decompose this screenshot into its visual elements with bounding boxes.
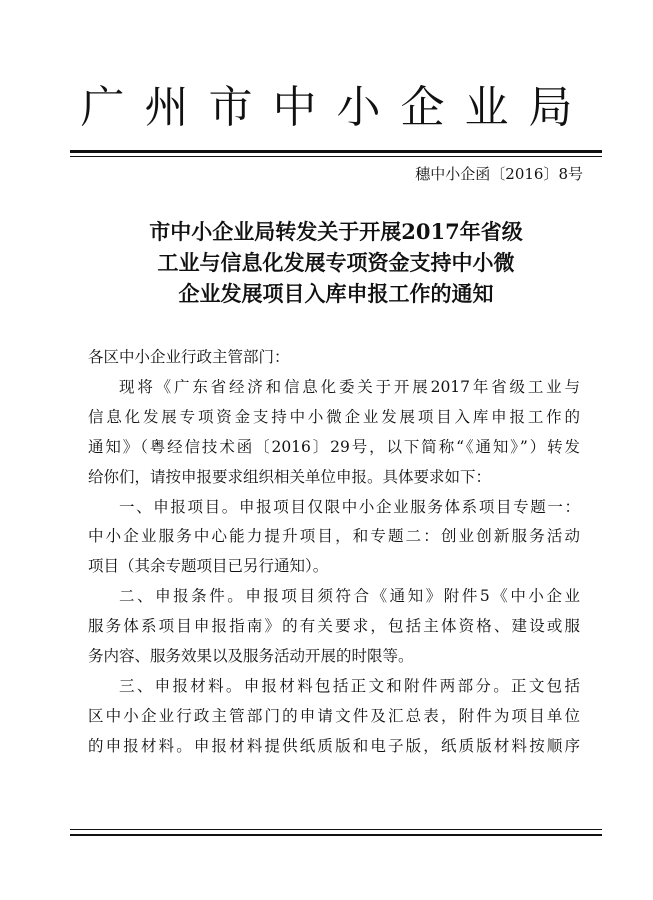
notice-title (70, 216, 602, 309)
body-line: 通知》（粤经信技术函〔2016〕29号，以下简称“《通知》”）转发 (88, 437, 580, 456)
body-line: 三、申报材料。申报材料包括正文和附件两部分。正文包括 (119, 676, 580, 695)
footer-rule-thin (70, 829, 602, 830)
body-line: 项目（其余专题项目已另行通知）。 (88, 557, 329, 576)
document-number: 穗中小企函〔2016〕8号 (415, 165, 583, 183)
body-line: 信息化发展专项资金支持中小微企业发展项目入库申报工作的 (88, 407, 580, 426)
body-line: 区中小企业行政主管部门的申请文件及汇总表，附件为项目单位 (88, 706, 580, 725)
body-line: 服务体系项目申报指南》的有关要求，包括主体资格、建设或服 (88, 617, 580, 636)
notice-title-line: 市中小企业局转发关于开展2017年省级 (149, 219, 523, 244)
body-line: 中小企业服务中心能力提升项目，和专题二：创业创新服务活动 (88, 527, 580, 546)
body-line: 一、申报项目。申报项目仅限中小企业服务体系项目专题一： (119, 497, 580, 516)
salutation: 各区中小企业行政主管部门： (88, 348, 290, 366)
notice-body (88, 343, 580, 762)
notice-title-line: 企业发展项目入库申报工作的通知 (178, 281, 494, 306)
notice-title-line: 工业与信息化发展专项资金支持中小微 (157, 250, 515, 275)
header-rule-thick (70, 150, 602, 153)
issuing-organization-title: 广州市中小企业局 (80, 82, 593, 133)
body-line: 务内容、服务效果以及服务活动开展的时限等。 (88, 647, 414, 666)
footer-rule-thick (70, 834, 602, 836)
body-line: 二、申报条件。申报项目须符合《通知》附件5《中小企业 (119, 587, 580, 606)
body-line: 的申报材料。申报材料提供纸质版和电子版，纸质版材料按顺序 (88, 736, 580, 755)
header-rule-thin (70, 156, 602, 157)
body-line: 给你们，请按申报要求组织相关单位申报。具体要求如下： (88, 467, 492, 486)
body-line: 现将《广东省经济和信息化委关于开展2017年省级工业与 (119, 377, 580, 396)
